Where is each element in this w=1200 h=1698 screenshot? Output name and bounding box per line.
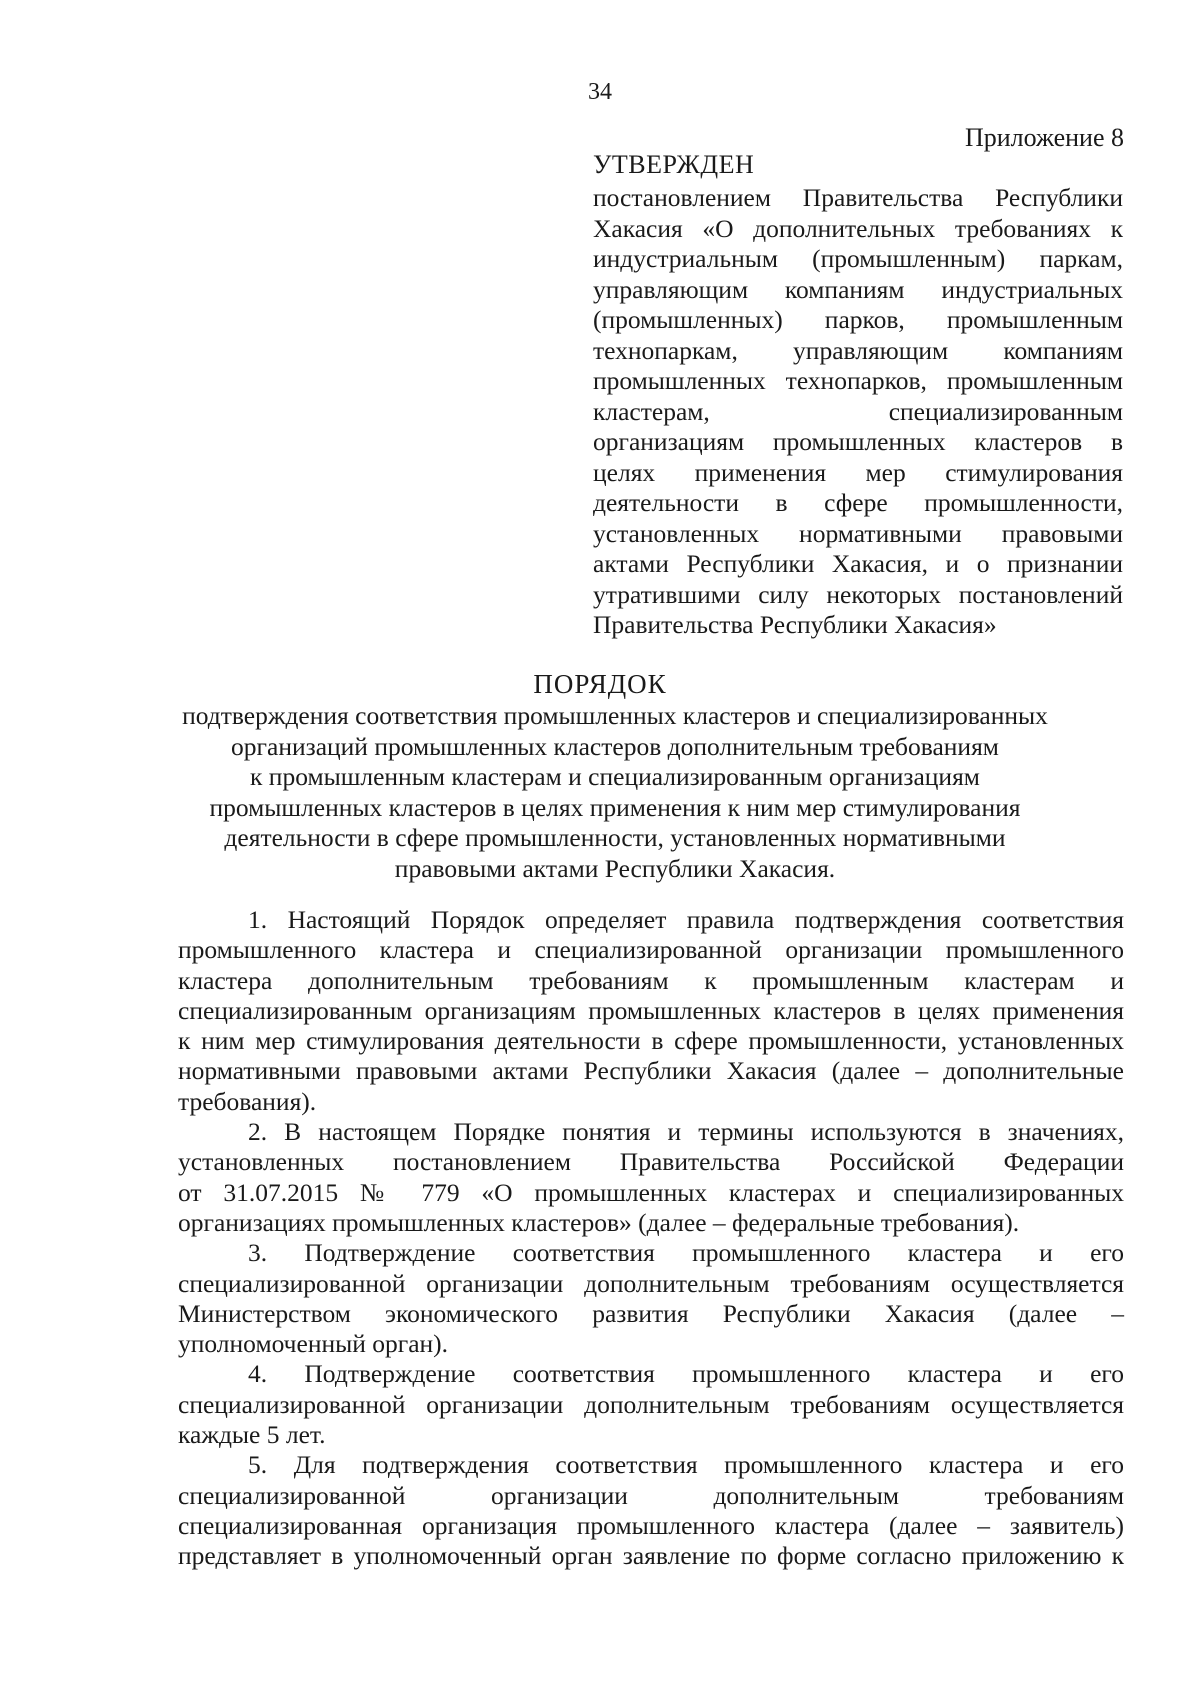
paragraph-line: кластера дополнительным требованиям к промышленным кластерам и bbox=[178, 965, 1124, 995]
paragraph-line: требования). bbox=[178, 1086, 317, 1116]
paragraph-line: представляет в уполномоченный орган заявление по форме согласно приложению к bbox=[178, 1541, 1124, 1571]
paragraph bbox=[178, 1238, 1124, 1359]
paragraph bbox=[178, 1450, 1124, 1571]
subtitle-line: к промышленным кластерам и специализированным организациям bbox=[250, 762, 980, 791]
approval-reference-line: установленных нормативными правовыми bbox=[593, 518, 1123, 548]
paragraph-line: специализированной организации дополнительным требованиям осуществляется bbox=[178, 1268, 1124, 1298]
approval-reference-line: (промышленных) парков, промышленным bbox=[593, 305, 1123, 334]
subtitle-line: правовыми актами Республики Хакасия. bbox=[394, 853, 836, 883]
approval-reference-line: промышленных технопарков, промышленным bbox=[593, 366, 1123, 395]
approval-reference-line: постановлением Правительства Республики bbox=[593, 183, 1123, 212]
paragraph-line: специализированным организациям промышленных кластеров в целях применения bbox=[178, 995, 1124, 1025]
approval-reference-line: кластерам, специализированным bbox=[593, 396, 1123, 426]
approval-reference-block bbox=[593, 183, 1123, 641]
page-number: 34 bbox=[588, 79, 612, 105]
paragraph-line: организациях промышленных кластеров» (далее – федеральные требования). bbox=[178, 1207, 1020, 1237]
approval-reference-line: индустриальным (промышленным) паркам, bbox=[593, 244, 1123, 273]
paragraph-line: специализированной организации дополнительным требованиям осуществляется bbox=[178, 1389, 1124, 1419]
paragraph-line: 1. Настоящий Порядок определяет правила подтверждения соответствия bbox=[248, 905, 1124, 934]
subtitle-line: подтверждения соответствия промышленных кластеров и специализированных bbox=[182, 701, 1048, 730]
approval-reference-line: Правительства Республики Хакасия» bbox=[593, 610, 997, 639]
paragraph-line: к ним мер стимулирования деятельности в сфере промышленности, установленных bbox=[178, 1026, 1124, 1056]
approval-reference-line: утратившими силу некоторых постановлений bbox=[593, 579, 1123, 609]
paragraph-line: специализированной организации дополнительным требованиям bbox=[178, 1480, 1124, 1510]
paragraph-line: 4. Подтверждение соответствия промышленного кластера и его bbox=[248, 1359, 1124, 1389]
paragraph-line: нормативными правовыми актами Республики Хакасия (далее – дополнительные bbox=[178, 1056, 1124, 1086]
paragraph-line: Министерством экономического развития Республики Хакасия (далее – bbox=[178, 1298, 1124, 1328]
approval-reference-line: управляющим компаниям индустриальных bbox=[593, 274, 1123, 304]
paragraph-line: 5. Для подтверждения соответствия промышленного кластера и его bbox=[248, 1450, 1124, 1480]
paragraph-line: каждые 5 лет. bbox=[178, 1420, 326, 1450]
paragraph-line: специализированная организация промышленного кластера (далее – заявитель) bbox=[178, 1510, 1124, 1540]
appendix-label: Приложение 8 bbox=[964, 123, 1124, 152]
paragraph-line: от 31.07.2015 № 779 «О промышленных кластерах и специализированных bbox=[178, 1177, 1124, 1207]
document-title: ПОРЯДОК bbox=[533, 669, 667, 699]
document-subtitle bbox=[150, 701, 1080, 884]
paragraph bbox=[178, 1359, 1124, 1450]
approval-reference-line: организациям промышленных кластеров в bbox=[593, 427, 1123, 456]
subtitle-line: организаций промышленных кластеров дополнительным требованиям bbox=[231, 731, 999, 761]
paragraph-line: 3. Подтверждение соответствия промышленного кластера и его bbox=[248, 1238, 1124, 1268]
approval-reference-line: целях применения мер стимулирования bbox=[593, 457, 1123, 487]
paragraph-line: установленных постановлением Правительства Российской Федерации bbox=[178, 1147, 1124, 1177]
subtitle-line: деятельности в сфере промышленности, установленных нормативными bbox=[224, 823, 1006, 852]
approval-reference-line: Хакасия «О дополнительных требованиях к bbox=[593, 213, 1123, 243]
subtitle-line: промышленных кластеров в целях применения к ним мер стимулирования bbox=[209, 792, 1021, 822]
approved-heading: УТВЕРЖДЕН bbox=[593, 150, 755, 179]
approval-reference-line: деятельности в сфере промышленности, bbox=[593, 488, 1123, 517]
approval-reference-line: технопаркам, управляющим компаниям bbox=[593, 335, 1123, 365]
paragraph bbox=[178, 905, 1124, 1117]
paragraph-line: 2. В настоящем Порядке понятия и термины используются в значениях, bbox=[248, 1117, 1124, 1147]
document-body bbox=[178, 905, 1124, 1572]
paragraph-line: уполномоченный орган). bbox=[178, 1329, 449, 1359]
paragraph-line: промышленного кластера и специализированной организации промышленного bbox=[178, 935, 1124, 965]
paragraph bbox=[178, 1117, 1124, 1238]
approval-reference-line: актами Республики Хакасия, и о признании bbox=[593, 549, 1123, 578]
